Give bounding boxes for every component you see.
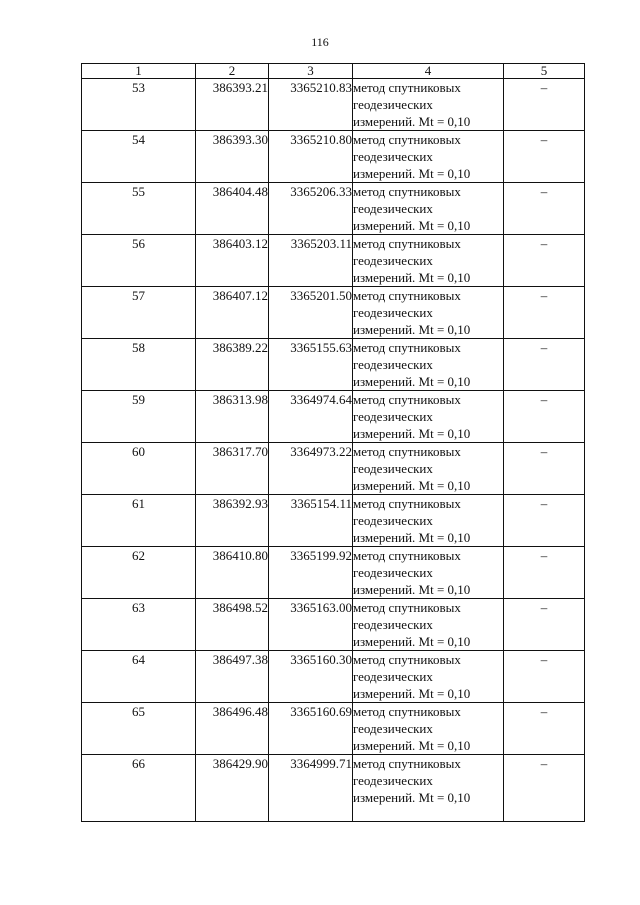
method-text-line: измерений. Mt = 0,10 bbox=[353, 322, 471, 337]
x-coordinate-cell: 386407.12 bbox=[196, 287, 269, 339]
method-text-line: измерений. Mt = 0,10 bbox=[353, 478, 471, 493]
method-cell bbox=[353, 703, 504, 755]
table-row bbox=[82, 547, 585, 599]
method-text-line: измерений. Mt = 0,10 bbox=[353, 634, 471, 649]
x-coordinate-cell: 386410.80 bbox=[196, 547, 269, 599]
column-5-cell: – bbox=[504, 547, 585, 599]
y-coordinate-cell: 3365163.00 bbox=[269, 599, 353, 651]
y-coordinate-cell: 3364999.71 bbox=[269, 755, 353, 822]
x-coordinate-cell: 386393.30 bbox=[196, 131, 269, 183]
method-text-line: метод спутниковых bbox=[353, 704, 461, 719]
method-text-line: геодезических bbox=[353, 409, 433, 424]
method-text-line: измерений. Mt = 0,10 bbox=[353, 270, 471, 285]
method-text-line: измерений. Mt = 0,10 bbox=[353, 686, 471, 701]
method-text-line: геодезических bbox=[353, 617, 433, 632]
table-row bbox=[82, 703, 585, 755]
method-text-line: метод спутниковых bbox=[353, 288, 461, 303]
method-text-line: геодезических bbox=[353, 513, 433, 528]
column-5-cell: – bbox=[504, 443, 585, 495]
method-text-line: измерений. Mt = 0,10 bbox=[353, 582, 471, 597]
method-text-line: метод спутниковых bbox=[353, 392, 461, 407]
point-number-cell: 59 bbox=[82, 391, 196, 443]
y-coordinate-cell: 3365210.80 bbox=[269, 131, 353, 183]
table-row bbox=[82, 79, 585, 131]
x-coordinate-cell: 386429.90 bbox=[196, 755, 269, 822]
method-text-line: геодезических bbox=[353, 461, 433, 476]
x-coordinate-cell: 386313.98 bbox=[196, 391, 269, 443]
method-cell bbox=[353, 235, 504, 287]
table-row bbox=[82, 287, 585, 339]
point-number-cell: 57 bbox=[82, 287, 196, 339]
point-number-cell: 65 bbox=[82, 703, 196, 755]
method-text-line: измерений. Mt = 0,10 bbox=[353, 790, 471, 805]
column-5-cell: – bbox=[504, 183, 585, 235]
y-coordinate-cell: 3365199.92 bbox=[269, 547, 353, 599]
method-cell bbox=[353, 651, 504, 703]
column-5-cell: – bbox=[504, 495, 585, 547]
y-coordinate-cell: 3365210.83 bbox=[269, 79, 353, 131]
column-5-cell: – bbox=[504, 131, 585, 183]
method-cell bbox=[353, 495, 504, 547]
table-body bbox=[82, 79, 585, 822]
header-col-3: 3 bbox=[269, 64, 353, 79]
table-row bbox=[82, 391, 585, 443]
point-number-cell: 58 bbox=[82, 339, 196, 391]
method-text-line: метод спутниковых bbox=[353, 132, 461, 147]
header-col-2: 2 bbox=[196, 64, 269, 79]
method-cell bbox=[353, 443, 504, 495]
method-text-line: метод спутниковых bbox=[353, 184, 461, 199]
point-number-cell: 64 bbox=[82, 651, 196, 703]
y-coordinate-cell: 3365160.69 bbox=[269, 703, 353, 755]
table-row bbox=[82, 131, 585, 183]
method-text-line: измерений. Mt = 0,10 bbox=[353, 166, 471, 181]
method-text-line: метод спутниковых bbox=[353, 236, 461, 251]
column-5-cell: – bbox=[504, 755, 585, 822]
method-cell bbox=[353, 131, 504, 183]
method-cell bbox=[353, 287, 504, 339]
method-text-line: метод спутниковых bbox=[353, 600, 461, 615]
y-coordinate-cell: 3365201.50 bbox=[269, 287, 353, 339]
y-coordinate-cell: 3364973.22 bbox=[269, 443, 353, 495]
method-text-line: метод спутниковых bbox=[353, 496, 461, 511]
page-number: 116 bbox=[311, 35, 329, 49]
x-coordinate-cell: 386496.48 bbox=[196, 703, 269, 755]
header-col-1: 1 bbox=[82, 64, 196, 79]
method-text-line: геодезических bbox=[353, 97, 433, 112]
method-text-line: измерений. Mt = 0,10 bbox=[353, 374, 471, 389]
column-5-cell: – bbox=[504, 339, 585, 391]
point-number-cell: 63 bbox=[82, 599, 196, 651]
method-text-line: измерений. Mt = 0,10 bbox=[353, 738, 471, 753]
column-5-cell: – bbox=[504, 79, 585, 131]
method-text-line: метод спутниковых bbox=[353, 444, 461, 459]
point-number-cell: 66 bbox=[82, 755, 196, 822]
method-cell bbox=[353, 391, 504, 443]
method-text-line: метод спутниковых bbox=[353, 756, 461, 771]
method-text-line: геодезических bbox=[353, 201, 433, 216]
method-text-line: геодезических bbox=[353, 669, 433, 684]
column-5-cell: – bbox=[504, 703, 585, 755]
table-row bbox=[82, 651, 585, 703]
method-cell bbox=[353, 339, 504, 391]
method-text-line: геодезических bbox=[353, 253, 433, 268]
y-coordinate-cell: 3365203.11 bbox=[269, 235, 353, 287]
table-row bbox=[82, 495, 585, 547]
method-text-line: геодезических bbox=[353, 305, 433, 320]
table-row bbox=[82, 599, 585, 651]
x-coordinate-cell: 386389.22 bbox=[196, 339, 269, 391]
point-number-cell: 56 bbox=[82, 235, 196, 287]
y-coordinate-cell: 3365160.30 bbox=[269, 651, 353, 703]
table-row bbox=[82, 443, 585, 495]
point-number-cell: 55 bbox=[82, 183, 196, 235]
x-coordinate-cell: 386403.12 bbox=[196, 235, 269, 287]
table-header bbox=[82, 64, 585, 79]
point-number-cell: 54 bbox=[82, 131, 196, 183]
column-5-cell: – bbox=[504, 651, 585, 703]
method-cell bbox=[353, 183, 504, 235]
method-text-line: измерений. Mt = 0,10 bbox=[353, 218, 471, 233]
x-coordinate-cell: 386497.38 bbox=[196, 651, 269, 703]
x-coordinate-cell: 386404.48 bbox=[196, 183, 269, 235]
method-text-line: измерений. Mt = 0,10 bbox=[353, 426, 471, 441]
column-5-cell: – bbox=[504, 391, 585, 443]
x-coordinate-cell: 386392.93 bbox=[196, 495, 269, 547]
header-row bbox=[82, 64, 585, 79]
point-number-cell: 60 bbox=[82, 443, 196, 495]
method-cell bbox=[353, 79, 504, 131]
method-cell bbox=[353, 755, 504, 822]
method-text-line: геодезических bbox=[353, 149, 433, 164]
y-coordinate-cell: 3365206.33 bbox=[269, 183, 353, 235]
x-coordinate-cell: 386498.52 bbox=[196, 599, 269, 651]
method-cell bbox=[353, 547, 504, 599]
table-row bbox=[82, 755, 585, 822]
method-text-line: геодезических bbox=[353, 565, 433, 580]
method-text-line: геодезических bbox=[353, 721, 433, 736]
point-number-cell: 62 bbox=[82, 547, 196, 599]
x-coordinate-cell: 386317.70 bbox=[196, 443, 269, 495]
method-text-line: измерений. Mt = 0,10 bbox=[353, 114, 471, 129]
method-text-line: геодезических bbox=[353, 357, 433, 372]
method-text-line: метод спутниковых bbox=[353, 80, 461, 95]
method-text-line: геодезических bbox=[353, 773, 433, 788]
method-cell bbox=[353, 599, 504, 651]
header-col-4: 4 bbox=[353, 64, 504, 79]
method-text-line: измерений. Mt = 0,10 bbox=[353, 530, 471, 545]
y-coordinate-cell: 3364974.64 bbox=[269, 391, 353, 443]
y-coordinate-cell: 3365154.11 bbox=[269, 495, 353, 547]
point-number-cell: 53 bbox=[82, 79, 196, 131]
column-5-cell: – bbox=[504, 235, 585, 287]
table-row bbox=[82, 339, 585, 391]
method-text-line: метод спутниковых bbox=[353, 548, 461, 563]
method-text-line: метод спутниковых bbox=[353, 340, 461, 355]
table-row bbox=[82, 235, 585, 287]
point-number-cell: 61 bbox=[82, 495, 196, 547]
column-5-cell: – bbox=[504, 287, 585, 339]
y-coordinate-cell: 3365155.63 bbox=[269, 339, 353, 391]
table-row bbox=[82, 183, 585, 235]
x-coordinate-cell: 386393.21 bbox=[196, 79, 269, 131]
header-col-5: 5 bbox=[504, 64, 585, 79]
coordinates-table bbox=[81, 63, 585, 822]
column-5-cell: – bbox=[504, 599, 585, 651]
method-text-line: метод спутниковых bbox=[353, 652, 461, 667]
